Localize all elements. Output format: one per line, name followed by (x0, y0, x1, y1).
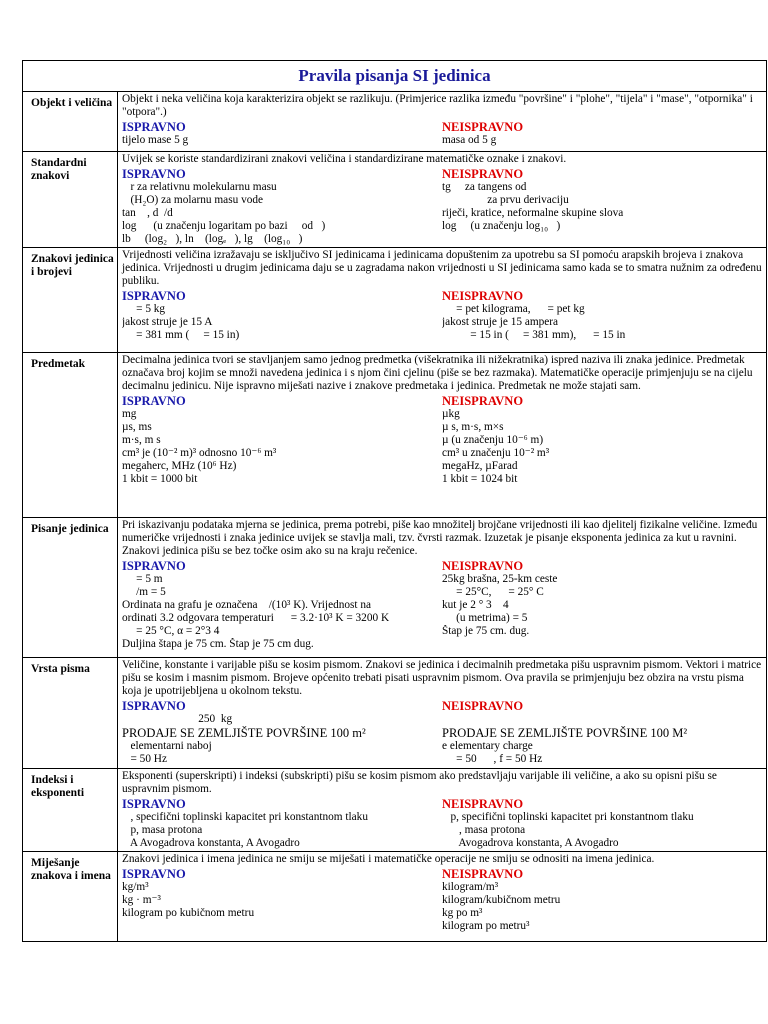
correct-example-line: 1 kbit = 1000 bit (122, 472, 198, 485)
rule-content (118, 92, 767, 152)
correct-example-line: = 381 mm ( = 15 in) (122, 328, 240, 341)
incorrect-example-line: (u metrima) = 5 (442, 611, 528, 624)
title-cell (23, 61, 767, 92)
correct-example-line: /m = 5 (122, 586, 166, 599)
rule-row (23, 658, 767, 768)
rule-description: Decimalna jedinica tvori se stavljanjem samo jednog predmetka (višekratnika ili nižekratnika) ispred naziva ili znaka jedinice. Predmetak označava broj kojim se množi navedena jedinica i s njom čini cjelinu (piše se bez razmaka). Matematičke operacije primjenjuju se na cijelu decimalnu jedinicu. Nije ispravno miješati nazive i znakove predmetaka i jedinica. Predmetak ne može stajati sam. (122, 354, 753, 393)
rule-row (23, 768, 767, 852)
rule-description: Eksponenti (superskripti) i indeksi (subskripti) pišu se kosim pismom ako predstavljaju varijable ili veličine, a ako su opisni pišu se uspravnim pismom. (122, 769, 717, 795)
incorrect-examples (442, 558, 762, 650)
example-columns (122, 288, 762, 342)
correct-example-line: kg/m³ (122, 881, 149, 894)
correct-heading: ISPRAVNO (122, 166, 186, 181)
correct-examples (122, 166, 442, 246)
example-columns (122, 796, 762, 850)
correct-example-line: 250 kg (122, 713, 233, 726)
correct-example-line: megaherc, MHz (10⁶ Hz) (122, 459, 237, 472)
correct-example-line: = 25 °C, α = 2°3 4 (122, 624, 220, 637)
correct-example-line: m·s, m s (122, 433, 161, 446)
incorrect-example-line: µ s, m·s, m×s (442, 421, 504, 434)
incorrect-example-line: megaHz, µFarad (442, 459, 518, 472)
rules-body (23, 92, 767, 942)
incorrect-example-line: kut je 2 ° 3 4 (442, 598, 509, 611)
rule-row (23, 152, 767, 248)
correct-example-line: = 50 Hz (122, 752, 167, 765)
example-columns (122, 698, 762, 766)
incorrect-heading: NEISPRAVNO (442, 166, 524, 181)
example-columns (122, 866, 762, 933)
rule-description: Vrijednosti veličina izražavaju se isključivo SI jedinicama i jedinicama dopuštenim za upotrebu sa SI pomoću arapskih brojeva i znakova jedinica. Vrijednosti u drugim jedinicama daju se u zagradama nakon vrijednosti u SI jedinicama samo kada se to smatra nužnim za određenu publiku. (122, 249, 762, 288)
incorrect-examples (442, 866, 762, 933)
rule-label: Miješanje znakova i imena (23, 852, 118, 942)
rule-row (23, 353, 767, 518)
incorrect-heading: NEISPRAVNO (442, 796, 524, 811)
incorrect-example-line: Avogadrova konstanta, A Avogadro (442, 836, 619, 849)
rule-label: Objekt i veličina (23, 92, 118, 152)
rule-label: Predmetak (23, 353, 118, 518)
rule-row (23, 92, 767, 152)
incorrect-example-line: µ (u značenju 10⁻⁶ m) (442, 433, 544, 446)
incorrect-example-line: tg za tangens od (442, 180, 527, 193)
rule-description: Objekt i neka veličina koja karakterizira objekt se razlikuju. (Primjerice razlika između "površine" i "plohe", "tijela" i "mase", "otpornika" i "otpora".) (122, 93, 753, 118)
correct-example-line: lb (log₂ ), ln (logₑ ), lg (log₁₀ ) (122, 232, 303, 245)
incorrect-example-line: log (u značenju log₁₀ ) (442, 219, 561, 232)
incorrect-example-line: kilogram/m³ (442, 881, 499, 894)
incorrect-heading: NEISPRAVNO (442, 119, 524, 134)
page-title: Pravila pisanja SI jedinica (298, 66, 491, 85)
incorrect-heading: NEISPRAVNO (442, 559, 524, 574)
correct-examples (122, 393, 442, 485)
incorrect-examples (442, 796, 762, 850)
correct-example-line: r za relativnu molekularnu masu (122, 180, 277, 193)
incorrect-example-line: jakost struje je 15 ampera (442, 316, 559, 329)
incorrect-example-line: p, specifični toplinski kapacitet pri konstantnom tlaku (442, 810, 694, 823)
incorrect-example-line: masa od 5 g (442, 133, 497, 146)
rule-label: Standardni znakovi (23, 152, 118, 248)
rule-content (118, 852, 767, 942)
rule-description: Veličine, konstante i varijable pišu se kosim pismom. Znakovi se jedinica i decimalnih predmetaka pišu uspravnim pismom. Vektori i matrice pišu se kosim i masnim pismom. Brojeve općenito trebati pisati uspravnim pismom. Ova pravila se primjenjuju bez obzira na vrstu pisma koja je upotrijebljena u okolnom tekstu. (122, 659, 762, 698)
incorrect-example-line: PRODAJE SE ZEMLJIŠTE POVRŠINE 100 M² (442, 726, 688, 741)
rule-row (23, 518, 767, 658)
incorrect-heading: NEISPRAVNO (442, 394, 524, 409)
correct-example-line: Duljina štapa je 75 cm. Štap je 75 cm dug. (122, 637, 314, 650)
rule-row (23, 248, 767, 353)
incorrect-example-line: Štap je 75 cm. dug. (442, 624, 530, 637)
incorrect-example-line: e elementary charge (442, 740, 533, 753)
correct-example-line: cm³ je (10⁻² m)³ odnosno 10⁻⁶ m³ (122, 446, 277, 459)
correct-heading: ISPRAVNO (122, 699, 186, 714)
correct-example-line: p, masa protona (122, 823, 203, 836)
incorrect-examples (442, 288, 762, 342)
correct-example-line: (H₂O) za molarnu masu vode (122, 193, 264, 206)
rule-content (118, 518, 767, 658)
correct-example-line: tijelo mase 5 g (122, 133, 189, 146)
incorrect-example-line: = 50 , f = 50 Hz (442, 752, 543, 765)
document (22, 60, 766, 942)
correct-example-line: kilogram po kubičnom metru (122, 907, 255, 920)
incorrect-example-line: = 15 in ( = 381 mm), = 15 in (442, 328, 626, 341)
incorrect-examples (442, 393, 762, 485)
correct-example-line: Ordinata na grafu je označena /(10³ K). Vrijednost na (122, 598, 372, 611)
rule-content (118, 152, 767, 248)
correct-example-line: µs, ms (122, 421, 152, 434)
correct-examples (122, 698, 442, 766)
rule-label: Vrsta pisma (23, 658, 118, 768)
correct-example-line: PRODAJE SE ZEMLJIŠTE POVRŠINE 100 m² (122, 726, 366, 741)
incorrect-example-line: , masa protona (442, 823, 526, 836)
incorrect-example-line: kilogram po metru³ (442, 920, 530, 933)
si-rules-table (22, 60, 767, 942)
rule-description: Pri iskazivanju podataka mjerna se jedinica, prema potrebi, piše kao množitelj brojčane vrijednosti ili kao djelitelj fizikalne veličine. Između numeričke vrijednosti i znaka jedinice uvijek se stavlja mali, tzv. čvrsti razmak. Izuzetak je pisanje eksponenta jedinica za kut u ravnini. Znakovi jedinica pišu se bez točke osim ako su na kraju rečenice. (122, 519, 758, 558)
incorrect-example-line: kg po m³ (442, 907, 483, 920)
correct-example-line: kg · m⁻³ (122, 894, 161, 907)
correct-example-line: A Avogadrova konstanta, A Avogadro (122, 836, 300, 849)
correct-examples (122, 119, 442, 147)
correct-heading: ISPRAVNO (122, 559, 186, 574)
rule-row (23, 852, 767, 942)
incorrect-example-line: kilogram/kubičnom metru (442, 894, 561, 907)
incorrect-examples (442, 698, 762, 766)
correct-heading: ISPRAVNO (122, 867, 186, 882)
incorrect-example-line: = pet kilograma, = pet kg (442, 303, 585, 316)
correct-example-line: tan , d /d (122, 206, 173, 219)
example-columns (122, 119, 762, 147)
correct-examples (122, 288, 442, 342)
rule-label: Indeksi i eksponenti (23, 768, 118, 852)
incorrect-example-line: µkg (442, 408, 460, 421)
incorrect-examples (442, 166, 762, 246)
correct-example-line: jakost struje je 15 A (122, 316, 213, 329)
incorrect-example-line: = 25°C, = 25° C (442, 586, 544, 599)
incorrect-example-line: 25kg brašna, 25-km ceste (442, 573, 558, 586)
example-columns (122, 393, 762, 485)
correct-example-line: ordinati 3.2 odgovara temperaturi = 3.2·10³ K = 3200 K (122, 611, 390, 624)
correct-example-line: , specifični toplinski kapacitet pri konstantnom tlaku (122, 810, 368, 823)
correct-examples (122, 558, 442, 650)
incorrect-examples (442, 119, 762, 147)
correct-example-line: = 5 kg (122, 303, 166, 316)
rule-content (118, 658, 767, 768)
rule-content (118, 768, 767, 852)
incorrect-example-line: za prvu derivaciju (442, 193, 569, 206)
rule-label: Pisanje jedinica (23, 518, 118, 658)
incorrect-heading: NEISPRAVNO (442, 699, 524, 714)
example-columns (122, 558, 762, 650)
rule-content (118, 353, 767, 518)
rule-label: Znakovi jedinica i brojevi (23, 248, 118, 353)
rule-description: Znakovi jedinica i imena jedinica ne smiju se miješati i matematičke operacije ne smiju se odnositi na imena jedinica. (122, 853, 655, 866)
rule-content (118, 248, 767, 353)
incorrect-example-line (442, 713, 762, 726)
correct-heading: ISPRAVNO (122, 289, 186, 304)
rule-description: Uvijek se koriste standardizirani znakovi veličina i standardizirane matematičke oznake i znakovi. (122, 153, 567, 165)
incorrect-example-line: riječi, kratice, neformalne skupine slova (442, 206, 624, 219)
correct-examples (122, 796, 442, 850)
incorrect-heading: NEISPRAVNO (442, 867, 524, 882)
incorrect-heading: NEISPRAVNO (442, 289, 524, 304)
incorrect-example-line: 1 kbit = 1024 bit (442, 472, 518, 485)
correct-example-line: log (u značenju logaritam po bazi od ) (122, 219, 326, 232)
correct-heading: ISPRAVNO (122, 119, 186, 134)
correct-heading: ISPRAVNO (122, 394, 186, 409)
incorrect-example-line: cm³ u značenju 10⁻² m³ (442, 446, 550, 459)
correct-example-line: = 5 m (122, 573, 163, 586)
correct-example-line: mg (122, 408, 137, 421)
example-columns (122, 166, 762, 246)
correct-example-line: elementarni naboj (122, 740, 212, 753)
correct-examples (122, 866, 442, 933)
correct-heading: ISPRAVNO (122, 796, 186, 811)
